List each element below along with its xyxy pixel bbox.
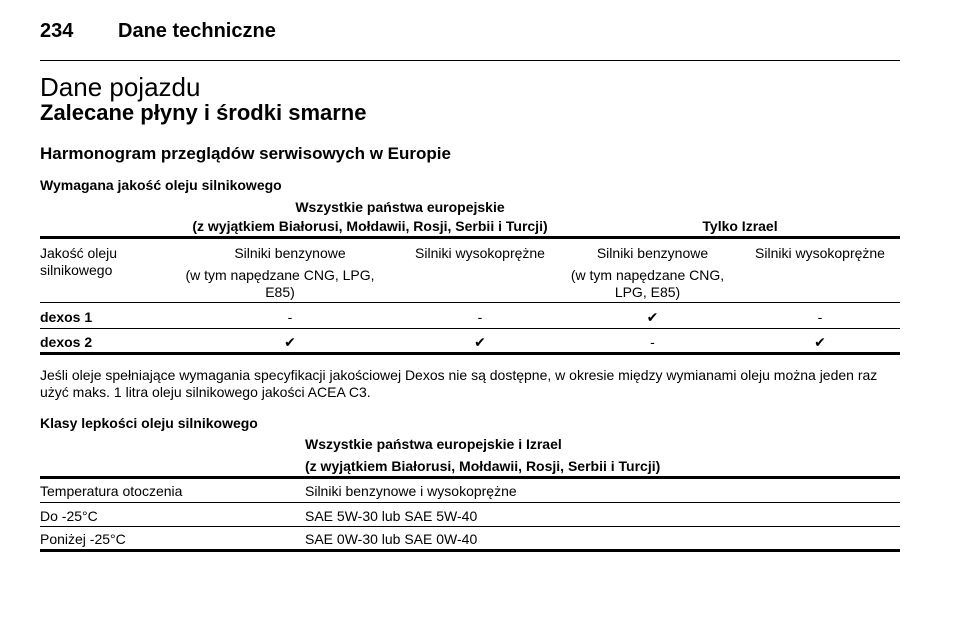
table-cell: - (817, 309, 823, 325)
table-cell: - (650, 334, 655, 350)
oil-quality-heading: Wymagana jakość oleju silnikowego (40, 177, 282, 193)
header-divider (40, 60, 900, 61)
group-europe-line2: (z wyjątkiem Białorusi, Mołdawii, Rosji, Serbii i Turcji) (192, 218, 548, 234)
table-cell: - (477, 309, 483, 325)
row-divider (40, 328, 900, 329)
viscosity-temp-cell: Do -25°C (40, 508, 98, 524)
section-title: Dane pojazdu (40, 72, 201, 102)
col-diesel-eu: Silniki wysokoprężne (415, 245, 545, 261)
check-icon: ✔ (284, 334, 296, 350)
viscosity-bottom-rule (40, 549, 900, 552)
section-subtitle: Zalecane płyny i środki smarne (40, 100, 367, 125)
col-temperature: Temperatura otoczenia (40, 483, 183, 499)
table-cell: - (287, 309, 293, 325)
group-israel: Tylko Izrael (702, 218, 778, 234)
viscosity-temp-cell: Poniżej -25°C (40, 531, 126, 547)
viscosity-group-line2: (z wyjątkiem Białorusi, Mołdawii, Rosji, Serbii i Turcji) (305, 458, 661, 474)
row-divider (40, 526, 900, 527)
table-bottom-rule (40, 352, 900, 355)
viscosity-group-line1: Wszystkie państwa europejskie i Izrael (305, 436, 562, 452)
check-icon: ✔ (646, 309, 659, 325)
viscosity-grade-cell: SAE 5W-30 lub SAE 5W-40 (305, 508, 478, 524)
page-header-title: Dane techniczne (118, 20, 276, 42)
check-icon: ✔ (474, 334, 486, 350)
viscosity-top-rule (40, 476, 900, 479)
viscosity-heading: Klasy lepkości oleju silnikowego (40, 415, 258, 431)
table-top-rule (40, 236, 900, 239)
note-paragraph: Jeśli oleje spełniające wymagania specyfikacji jakościowej Dexos nie są dostępne, w okresie między wymianami oleju można jeden raz użyć maks. 1 litra oleju silnikowego jakości ACEA C3. (40, 367, 878, 400)
col-engines: Silniki benzynowe i wysokoprężne (305, 483, 517, 499)
row-header-oil-quality: Jakość oleju silnikowego (40, 245, 118, 278)
col-petrol-eu-note: (w tym napędzane CNG, LPG, E85) (185, 267, 375, 300)
viscosity-header-rule (40, 502, 900, 503)
col-petrol-il: Silniki benzynowe (596, 245, 709, 261)
viscosity-grade-cell: SAE 0W-30 lub SAE 0W-40 (305, 531, 478, 547)
subsection-title: Harmonogram przeglądów serwisowych w Europie (40, 144, 451, 163)
col-petrol-il-note: (w tym napędzane CNG, LPG, E85) (570, 267, 725, 300)
page-number: 234 (40, 20, 74, 42)
group-europe-line1: Wszystkie państwa europejskie (295, 199, 505, 215)
row-label-dexos2: dexos 2 (40, 334, 93, 350)
col-petrol-eu: Silniki benzynowe (234, 245, 346, 261)
table-header-rule (40, 302, 900, 303)
check-icon: ✔ (814, 334, 826, 350)
col-diesel-il: Silniki wysokoprężne (755, 245, 885, 261)
row-label-dexos1: dexos 1 (40, 309, 93, 325)
